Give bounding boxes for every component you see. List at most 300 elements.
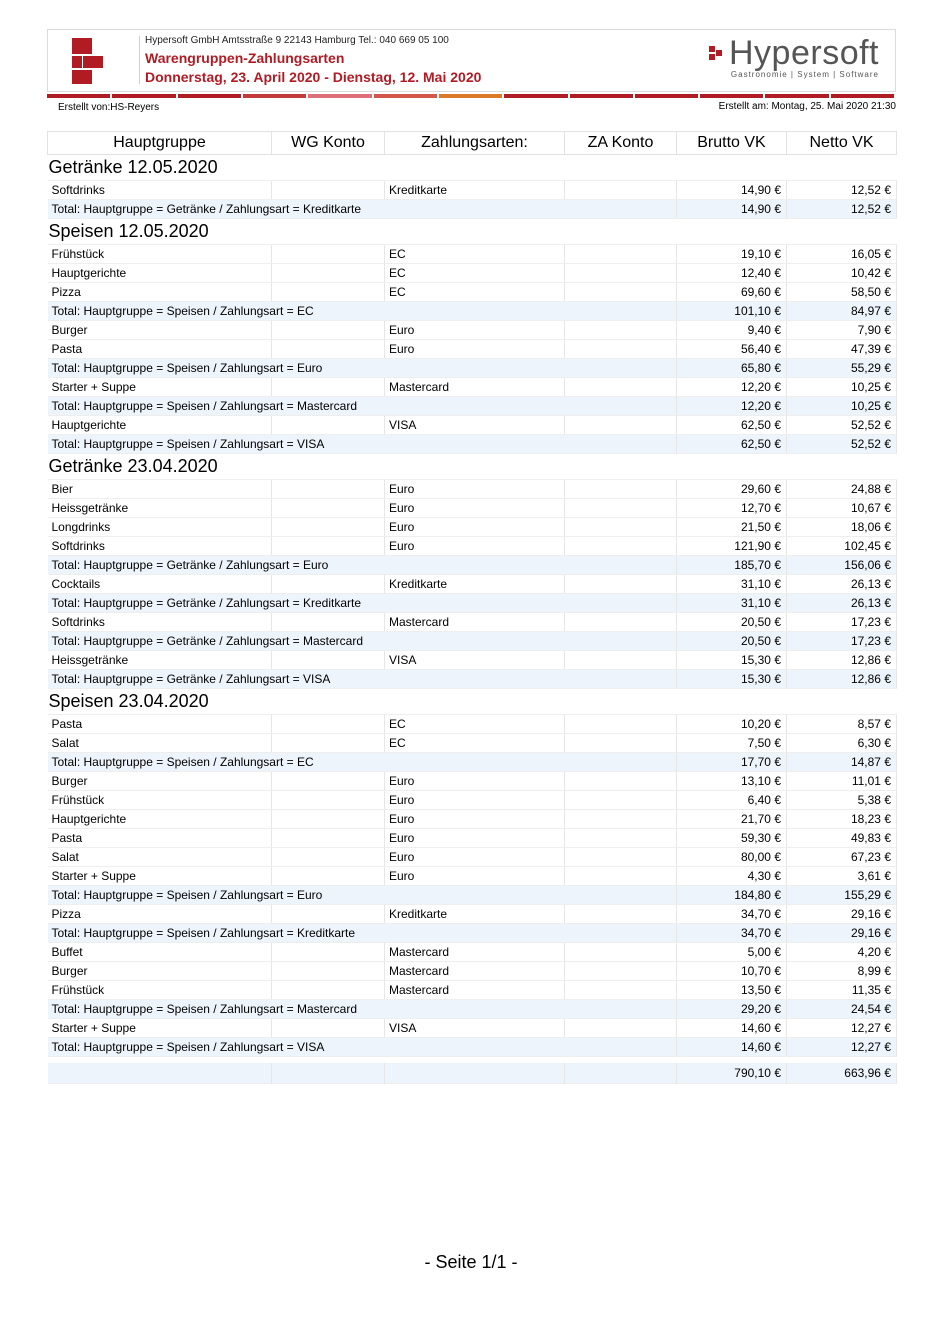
subtotal-label: Total: Hauptgruppe = Getränke / Zahlungsart = Kreditkarte [48,200,677,219]
group-header-row [48,155,897,181]
subtotal-brutto: 17,70 € [677,753,787,772]
brutto-cell: 5,00 € [677,943,787,962]
table-row [48,734,897,753]
hauptgruppe-cell: Cocktails [48,575,272,594]
netto-cell: 7,90 € [787,321,897,340]
grand-total-blank [272,1063,385,1084]
za-konto-cell [565,829,677,848]
subtotal-row [48,753,897,772]
subtotal-netto: 84,97 € [787,302,897,321]
table-row [48,829,897,848]
wg-konto-cell [272,537,385,556]
zahlungsart-cell: Euro [385,791,565,810]
table-row [48,981,897,1000]
hauptgruppe-cell: Salat [48,734,272,753]
hauptgruppe-cell: Softdrinks [48,613,272,632]
netto-cell: 8,57 € [787,715,897,734]
subtotal-brutto: 14,90 € [677,200,787,219]
netto-cell: 102,45 € [787,537,897,556]
table-row [48,1019,897,1038]
hauptgruppe-cell: Starter + Suppe [48,1019,272,1038]
brutto-cell: 4,30 € [677,867,787,886]
zahlungsart-cell: Mastercard [385,943,565,962]
report-period: Donnerstag, 23. April 2020 - Dienstag, 12. Mai 2020 [145,69,482,85]
netto-cell: 52,52 € [787,416,897,435]
wg-konto-cell [272,651,385,670]
col-za-konto[interactable]: ZA Konto [565,132,677,155]
za-konto-cell [565,499,677,518]
stripe-segment [374,94,437,98]
table-header-row [48,132,897,155]
created-by: Erstellt von:HS-Reyers [58,102,160,113]
table-row [48,518,897,537]
subtotal-netto: 29,16 € [787,924,897,943]
wg-konto-cell [272,499,385,518]
zahlungsart-cell: Euro [385,340,565,359]
netto-cell: 58,50 € [787,283,897,302]
subtotal-netto: 155,29 € [787,886,897,905]
grand-total-blank [48,1063,272,1084]
table-row [48,962,897,981]
subtotal-brutto: 184,80 € [677,886,787,905]
stripe-segment [765,94,828,98]
subtotal-row [48,1000,897,1019]
subtotal-brutto: 15,30 € [677,670,787,689]
table-row [48,943,897,962]
zahlungsart-cell: Euro [385,537,565,556]
brutto-cell: 12,40 € [677,264,787,283]
table-row [48,321,897,340]
subtotal-brutto: 29,20 € [677,1000,787,1019]
stripe-segment [504,94,567,98]
subtotal-row [48,886,897,905]
brutto-cell: 21,50 € [677,518,787,537]
hauptgruppe-cell: Longdrinks [48,518,272,537]
wg-konto-cell [272,791,385,810]
za-konto-cell [565,734,677,753]
wg-konto-cell [272,829,385,848]
za-konto-cell [565,340,677,359]
brutto-cell: 13,10 € [677,772,787,791]
za-konto-cell [565,981,677,1000]
netto-cell: 16,05 € [787,245,897,264]
zahlungsart-cell: Mastercard [385,378,565,397]
wg-konto-cell [272,283,385,302]
subtotal-row [48,556,897,575]
group-label: Getränke 23.04.2020 [48,454,897,480]
netto-cell: 26,13 € [787,575,897,594]
za-konto-cell [565,810,677,829]
brutto-cell: 56,40 € [677,340,787,359]
wg-konto-cell [272,981,385,1000]
stripe-segment [308,94,371,98]
wg-konto-cell [272,905,385,924]
wg-konto-cell [272,943,385,962]
subtotal-row [48,435,897,454]
subtotal-brutto: 31,10 € [677,594,787,613]
hauptgruppe-cell: Frühstück [48,791,272,810]
table-row [48,810,897,829]
zahlungsart-cell: EC [385,245,565,264]
grand-total-blank [565,1063,677,1084]
hauptgruppe-cell: Starter + Suppe [48,867,272,886]
table-row [48,867,897,886]
brutto-cell: 14,90 € [677,181,787,200]
table-row [48,480,897,499]
netto-cell: 47,39 € [787,340,897,359]
subtotal-netto: 26,13 € [787,594,897,613]
zahlungsart-cell: Euro [385,480,565,499]
za-konto-cell [565,518,677,537]
za-konto-cell [565,848,677,867]
subtotal-netto: 12,27 € [787,1038,897,1057]
wg-konto-cell [272,848,385,867]
subtotal-netto: 24,54 € [787,1000,897,1019]
zahlungsart-cell: EC [385,734,565,753]
za-konto-cell [565,321,677,340]
col-netto-vk[interactable]: Netto VK [787,132,897,155]
zahlungsart-cell: VISA [385,1019,565,1038]
stripe-segment [47,94,110,98]
subtotal-label: Total: Hauptgruppe = Speisen / Zahlungsart = EC [48,753,677,772]
brutto-cell: 15,30 € [677,651,787,670]
za-konto-cell [565,867,677,886]
subtotal-label: Total: Hauptgruppe = Getränke / Zahlungsart = Euro [48,556,677,575]
table-row [48,715,897,734]
netto-cell: 11,35 € [787,981,897,1000]
table-row [48,791,897,810]
zahlungsart-cell: Kreditkarte [385,905,565,924]
hauptgruppe-cell: Pasta [48,340,272,359]
table-row [48,905,897,924]
hauptgruppe-cell: Hauptgerichte [48,810,272,829]
table-row [48,416,897,435]
subtotal-label: Total: Hauptgruppe = Speisen / Zahlungsart = VISA [48,435,677,454]
za-konto-cell [565,181,677,200]
company-address: Hypersoft GmbH Amtsstraße 9 22143 Hamburg Tel.: 040 669 05 100 [145,35,449,46]
hauptgruppe-cell: Burger [48,962,272,981]
subtotal-brutto: 185,70 € [677,556,787,575]
hauptgruppe-cell: Bier [48,480,272,499]
netto-cell: 12,52 € [787,181,897,200]
hauptgruppe-cell: Buffet [48,943,272,962]
stripe-segment [570,94,633,98]
hauptgruppe-cell: Softdrinks [48,537,272,556]
zahlungsart-cell: Euro [385,829,565,848]
subtotal-brutto: 12,20 € [677,397,787,416]
brutto-cell: 31,10 € [677,575,787,594]
subtotal-label: Total: Hauptgruppe = Speisen / Zahlungsart = EC [48,302,677,321]
wg-konto-cell [272,416,385,435]
subtotal-brutto: 34,70 € [677,924,787,943]
subtotal-label: Total: Hauptgruppe = Speisen / Zahlungsart = Euro [48,359,677,378]
group-label: Speisen 12.05.2020 [48,219,897,245]
hauptgruppe-cell: Salat [48,848,272,867]
wg-konto-cell [272,575,385,594]
subtotal-netto: 12,52 € [787,200,897,219]
table-row [48,772,897,791]
brutto-cell: 12,20 € [677,378,787,397]
col-zahlungsarten[interactable]: Zahlungsarten: [385,132,565,155]
netto-cell: 18,06 € [787,518,897,537]
stripe-segment [178,94,241,98]
table-row [48,378,897,397]
group-header-row [48,454,897,480]
group-header-row [48,689,897,715]
zahlungsart-cell: Mastercard [385,962,565,981]
table-row [48,613,897,632]
zahlungsart-cell: VISA [385,416,565,435]
netto-cell: 10,42 € [787,264,897,283]
subtotal-row [48,924,897,943]
hauptgruppe-cell: Pasta [48,829,272,848]
table-row [48,537,897,556]
brutto-cell: 19,10 € [677,245,787,264]
subtotal-label: Total: Hauptgruppe = Getränke / Zahlungsart = VISA [48,670,677,689]
table-row [48,848,897,867]
zahlungsart-cell: Euro [385,810,565,829]
zahlungsart-cell: EC [385,283,565,302]
wg-konto-cell [272,181,385,200]
wg-konto-cell [272,264,385,283]
subtotal-brutto: 101,10 € [677,302,787,321]
subtotal-row [48,1038,897,1057]
brand-name: Hypersoft [729,34,879,72]
subtotal-row [48,594,897,613]
subtotal-netto: 10,25 € [787,397,897,416]
grand-total-netto: 663,96 € [787,1063,897,1084]
subtotal-label: Total: Hauptgruppe = Speisen / Zahlungsart = Kreditkarte [48,924,677,943]
stripe-segment [700,94,763,98]
za-konto-cell [565,613,677,632]
report-header [47,29,896,92]
hauptgruppe-cell: Pizza [48,905,272,924]
wg-konto-cell [272,715,385,734]
subtotal-netto: 14,87 € [787,753,897,772]
netto-cell: 11,01 € [787,772,897,791]
zahlungsart-cell: Euro [385,848,565,867]
za-konto-cell [565,575,677,594]
za-konto-cell [565,962,677,981]
za-konto-cell [565,537,677,556]
wg-konto-cell [272,321,385,340]
header-divider [139,36,140,84]
hauptgruppe-cell: Softdrinks [48,181,272,200]
zahlungsart-cell: Euro [385,321,565,340]
group-header-row [48,219,897,245]
za-konto-cell [565,416,677,435]
subtotal-brutto: 62,50 € [677,435,787,454]
report-title: Warengruppen-Zahlungsarten [145,50,345,66]
brutto-cell: 9,40 € [677,321,787,340]
brutto-cell: 62,50 € [677,416,787,435]
subtotal-row [48,670,897,689]
netto-cell: 6,30 € [787,734,897,753]
wg-konto-cell [272,480,385,499]
table-row [48,245,897,264]
wg-konto-cell [272,867,385,886]
netto-cell: 29,16 € [787,905,897,924]
col-wg-konto[interactable]: WG Konto [272,132,385,155]
subtotal-label: Total: Hauptgruppe = Speisen / Zahlungsart = Euro [48,886,677,905]
netto-cell: 17,23 € [787,613,897,632]
hauptgruppe-cell: Pasta [48,715,272,734]
subtotal-netto: 156,06 € [787,556,897,575]
brand-tagline: Gastronomie | System | Software [730,70,879,79]
subtotal-row [48,397,897,416]
hauptgruppe-cell: Frühstück [48,981,272,1000]
brutto-cell: 6,40 € [677,791,787,810]
hauptgruppe-cell: Frühstück [48,245,272,264]
brutto-cell: 80,00 € [677,848,787,867]
wg-konto-cell [272,518,385,537]
hauptgruppe-cell: Burger [48,772,272,791]
grand-total-blank [385,1063,565,1084]
brand-logo [709,33,879,79]
za-konto-cell [565,480,677,499]
zahlungsart-cell: Kreditkarte [385,181,565,200]
subtotal-label: Total: Hauptgruppe = Speisen / Zahlungsart = Mastercard [48,1000,677,1019]
wg-konto-cell [272,962,385,981]
brutto-cell: 14,60 € [677,1019,787,1038]
zahlungsart-cell: Mastercard [385,613,565,632]
stripe-segment [439,94,502,98]
za-konto-cell [565,1019,677,1038]
zahlungsart-cell: Euro [385,499,565,518]
subtotal-label: Total: Hauptgruppe = Speisen / Zahlungsart = VISA [48,1038,677,1057]
netto-cell: 12,86 € [787,651,897,670]
brutto-cell: 69,60 € [677,283,787,302]
za-konto-cell [565,264,677,283]
stripe-segment [831,94,894,98]
brutto-cell: 12,70 € [677,499,787,518]
brutto-cell: 121,90 € [677,537,787,556]
report-table [47,131,897,1084]
zahlungsart-cell: Mastercard [385,981,565,1000]
hauptgruppe-cell: Heissgetränke [48,499,272,518]
subtotal-brutto: 20,50 € [677,632,787,651]
wg-konto-cell [272,772,385,791]
subtotal-label: Total: Hauptgruppe = Getränke / Zahlungsart = Kreditkarte [48,594,677,613]
stripe-segment [243,94,306,98]
grand-total-row [48,1063,897,1084]
wg-konto-cell [272,378,385,397]
subtotal-row [48,200,897,219]
zahlungsart-cell: Kreditkarte [385,575,565,594]
grand-total-brutto: 790,10 € [677,1063,787,1084]
hauptgruppe-cell: Hauptgerichte [48,416,272,435]
subtotal-netto: 52,52 € [787,435,897,454]
za-konto-cell [565,943,677,962]
created-at: Erstellt am: Montag, 25. Mai 2020 21:30 [718,101,896,112]
netto-cell: 10,25 € [787,378,897,397]
netto-cell: 67,23 € [787,848,897,867]
netto-cell: 24,88 € [787,480,897,499]
brutto-cell: 10,20 € [677,715,787,734]
hauptgruppe-cell: Burger [48,321,272,340]
netto-cell: 18,23 € [787,810,897,829]
za-konto-cell [565,905,677,924]
netto-cell: 8,99 € [787,962,897,981]
subtotal-row [48,359,897,378]
za-konto-cell [565,651,677,670]
za-konto-cell [565,245,677,264]
wg-konto-cell [272,810,385,829]
subtotal-row [48,632,897,651]
wg-konto-cell [272,613,385,632]
col-brutto-vk[interactable]: Brutto VK [677,132,787,155]
subtotal-label: Total: Hauptgruppe = Speisen / Zahlungsart = Mastercard [48,397,677,416]
netto-cell: 3,61 € [787,867,897,886]
subtotal-netto: 17,23 € [787,632,897,651]
hauptgruppe-cell: Heissgetränke [48,651,272,670]
col-hauptgruppe[interactable]: Hauptgruppe [48,132,272,155]
brutto-cell: 7,50 € [677,734,787,753]
hauptgruppe-cell: Pizza [48,283,272,302]
brutto-cell: 59,30 € [677,829,787,848]
za-konto-cell [565,283,677,302]
netto-cell: 4,20 € [787,943,897,962]
table-row [48,651,897,670]
color-stripe [47,94,896,98]
subtotal-netto: 55,29 € [787,359,897,378]
wg-konto-cell [272,734,385,753]
brutto-cell: 10,70 € [677,962,787,981]
za-konto-cell [565,772,677,791]
table-row [48,283,897,302]
wg-konto-cell [272,1019,385,1038]
za-konto-cell [565,378,677,397]
table-body [48,155,897,1084]
subtotal-brutto: 14,60 € [677,1038,787,1057]
brutto-cell: 20,50 € [677,613,787,632]
zahlungsart-cell: Euro [385,518,565,537]
stripe-segment [112,94,175,98]
za-konto-cell [565,715,677,734]
table-row [48,575,897,594]
zahlungsart-cell: EC [385,264,565,283]
brutto-cell: 34,70 € [677,905,787,924]
subtotal-brutto: 65,80 € [677,359,787,378]
page-number: - Seite 1/1 - [424,1252,518,1272]
wg-konto-cell [272,340,385,359]
subtotal-row [48,302,897,321]
brand-mark-icon [709,46,723,60]
table-row [48,264,897,283]
hauptgruppe-cell: Starter + Suppe [48,378,272,397]
zahlungsart-cell: Euro [385,772,565,791]
table-row [48,181,897,200]
brutto-cell: 13,50 € [677,981,787,1000]
netto-cell: 12,27 € [787,1019,897,1038]
hauptgruppe-cell: Hauptgerichte [48,264,272,283]
brutto-cell: 29,60 € [677,480,787,499]
netto-cell: 5,38 € [787,791,897,810]
table-row [48,340,897,359]
netto-cell: 10,67 € [787,499,897,518]
wg-konto-cell [272,245,385,264]
zahlungsart-cell: EC [385,715,565,734]
zahlungsart-cell: Euro [385,867,565,886]
brutto-cell: 21,70 € [677,810,787,829]
stripe-segment [635,94,698,98]
subtotal-netto: 12,86 € [787,670,897,689]
group-label: Getränke 12.05.2020 [48,155,897,181]
netto-cell: 49,83 € [787,829,897,848]
table-row [48,499,897,518]
group-label: Speisen 23.04.2020 [48,689,897,715]
subtotal-label: Total: Hauptgruppe = Getränke / Zahlungsart = Mastercard [48,632,677,651]
